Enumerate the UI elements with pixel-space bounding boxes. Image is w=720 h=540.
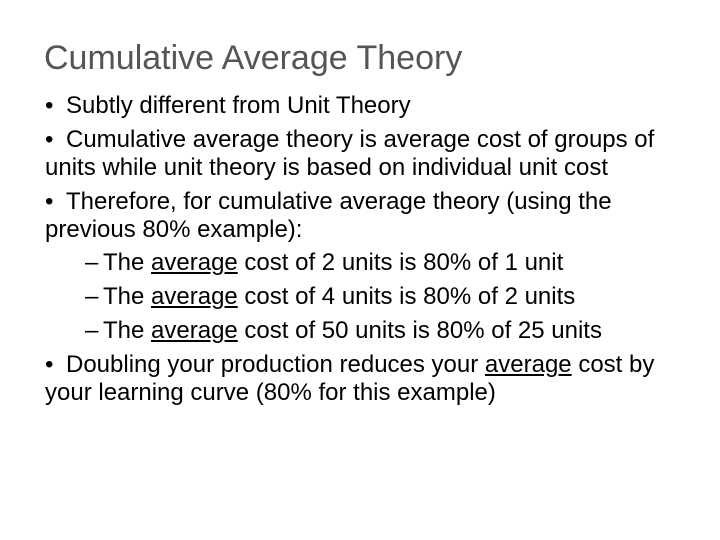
bullet-marker: • [45,125,54,153]
bullet-marker: • [45,187,54,215]
sub-bullet-pre: The [103,316,152,344]
sub-bullet-post: cost of 2 units is 80% of 1 unit [237,249,564,277]
slide-title: Cumulative Average Theory [44,39,463,77]
bullet-text-post: cost by your learning curve (80% for this example) [45,350,655,406]
slide-body [45,92,695,407]
sub-bullet-post: cost of 50 units is 80% of 25 units [237,316,602,344]
bullet-item [45,92,695,120]
bullet-item [45,126,695,182]
dash-marker: – [85,283,99,311]
bullet-emphasis: average [484,350,572,378]
bullet-marker: • [45,92,54,119]
bullet-item [45,351,695,407]
sub-bullet-item [85,317,695,345]
bullet-item [45,188,695,244]
bullet-text: Subtly different from Unit Theory [66,92,411,119]
bullet-text: Therefore, for cumulative average theory (using the previous 80% example): [45,187,612,243]
sub-bullet-emphasis: average [151,249,238,277]
sub-bullet-post: cost of 4 units is 80% of 2 units [237,283,576,311]
sub-bullet-emphasis: average [151,283,238,311]
sub-bullet-item [85,249,695,277]
bullet-text-pre: Doubling your production reduces your [66,350,485,378]
bullet-marker: • [45,350,54,378]
bullet-text: Cumulative average theory is average cost of groups of units while unit theory is based on individual unit cost [45,125,655,181]
sub-bullet-pre: The [103,249,152,277]
sub-bullet-item [85,283,695,311]
sub-bullet-pre: The [103,283,152,311]
sub-bullet-emphasis: average [151,316,238,344]
dash-marker: – [85,249,99,277]
dash-marker: – [85,316,99,344]
